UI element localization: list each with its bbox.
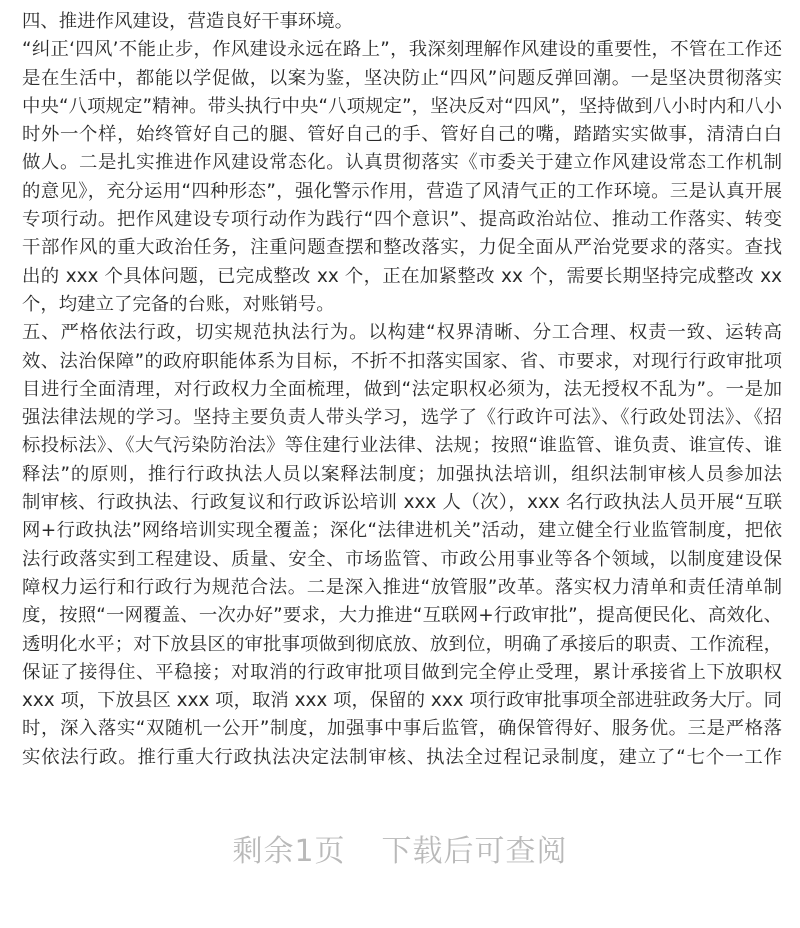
paragraph-line: 时外一个样，始终管好自己的腿、管好自己的手、管好自己的嘴，踏踏实实做事，清清白白 [22, 124, 782, 146]
paragraph-line: 专项行动。把作风建设专项行动作为践行“四个意识”、提高政治站位、推动工作落实、转变 [22, 209, 782, 231]
paragraph-line: 实依法行政。推行重大行政执法决定法制审核、执法全过程记录制度，建立了“七个一工作 [22, 746, 782, 768]
paragraph-line: 法行政落实到工程建设、质量、安全、市场监管、市政公用事业等各个领域，以制度建设保 [22, 548, 782, 570]
paragraph-line: 时，深入落实“双随机一公开”制度，加强事中事后监管，确保管得好、服务优。三是严格落 [22, 718, 782, 740]
paragraph-line: 干部作风的重大政治任务，注重问题查摆和整改落实，力促全面从严治党要求的落实。查找 [22, 237, 782, 259]
paragraph-line: 的意见》，充分运用“四种形态”，强化警示作用，营造了风清气正的工作环境。三是认真开展 [22, 180, 782, 202]
paragraph-line: 保证了接得住、平稳接；对取消的行政审批项目做到完全停止受理，累计承接省上下放职权 [22, 661, 782, 683]
document-body [22, 0, 782, 772]
paragraph-line: 出的 xxx 个具体问题，已完成整改 xx 个，正在加紧整改 xx 个，需要长期坚持完成整改 xx [22, 265, 782, 287]
paragraph-line: 度，按照“一网覆盖、一次办好”要求，大力推进“互联网+行政审批”，提高便民化、高效化、 [22, 605, 782, 627]
remaining-pages-text: 剩余1页 [232, 834, 346, 869]
paragraph-line: 中央“八项规定”精神。带头执行中央“八项规定”，坚决反对“四风”，坚持做到八小时内和八小 [22, 95, 782, 117]
section-heading: 四、推进作风建设，营造良好干事环境。 [22, 11, 354, 32]
paragraph-line: 目进行全面清理，对行政权力全面梳理，做到“法定职权必须为，法无授权不乱为”。一是加 [22, 378, 782, 400]
section-heading-line: 五、严格依法行政，切实规范执法行为。以构建“权界清晰、分工合理、权责一致、运转高 [22, 322, 782, 344]
paragraph-line: 透明化水平；对下放县区的审批事项做到彻底放、放到位，明确了承接后的职责、工作流程， [22, 633, 782, 655]
paragraph-line: 网+行政执法”网络培训实现全覆盖；深化“法律进机关”活动，建立健全行业监管制度，把依 [22, 520, 782, 542]
paragraph-line: 障权力运行和行政行为规范合法。二是深入推进“放管服”改革。落实权力清单和责任清单制 [22, 576, 782, 598]
paragraph-line: 是在生活中，都能以学促做，以案为鉴，坚决防止“四风”问题反弹回潮。一是坚决贯彻落实 [22, 67, 782, 89]
paragraph-line: 效、法治保障”的政府职能体系为目标，不折不扣落实国家、省、市要求，对现行行政审批项 [22, 350, 782, 372]
paragraph-line: 做人。二是扎实推进作风建设常态化。认真贯彻落实《市委关于建立作风建设常态工作机制 [22, 152, 782, 174]
download-to-view-text: 下载后可查阅 [381, 834, 568, 869]
paragraph-line: 制审核、行政执法、行政复议和行政诉讼培训 xxx 人（次），xxx 名行政执法人员开展“互联 [22, 492, 782, 514]
download-prompt[interactable] [0, 826, 800, 870]
paragraph-line: xxx 项，下放县区 xxx 项，取消 xxx 项，保留的 xxx 项行政审批事项全部进驻政务大厅。同 [22, 690, 782, 712]
paragraph-line: “纠正‘四风’不能止步，作风建设永远在路上”，我深刻理解作风建设的重要性，不管在工作还 [22, 39, 782, 61]
cut-off-line [22, 0, 782, 8]
paragraph-line: 强法律法规的学习。坚持主要负责人带头学习，选学了《行政许可法》、《行政处罚法》、《招 [22, 407, 782, 429]
paragraph-line: 个，均建立了完备的台账，对账销号。 [22, 293, 335, 315]
paragraph-line: 标投标法》、《大气污染防治法》等住建行业法律、法规；按照“谁监管、谁负责、谁宣传、谁 [22, 435, 782, 457]
paragraph-line: 释法”的原则，推行行政执法人员以案释法制度；加强执法培训，组织法制审核人员参加法 [22, 463, 782, 485]
